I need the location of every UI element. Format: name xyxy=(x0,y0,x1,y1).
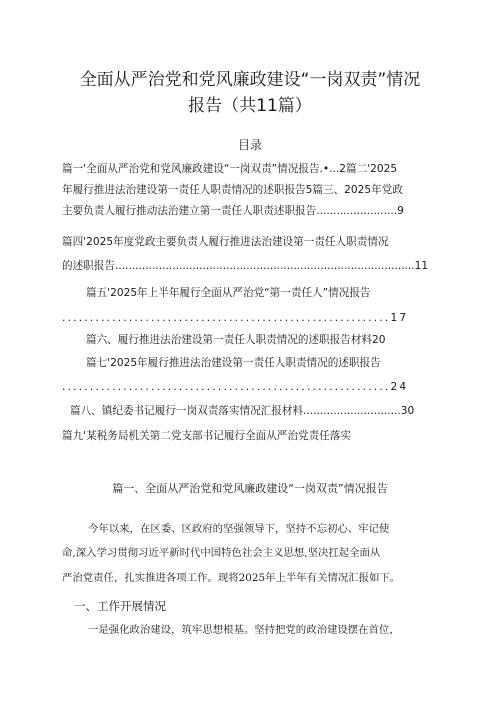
paragraph-line: 命,深入学习贯彻习近平新时代中国特色社会主义思想,坚决扛起全面从 xyxy=(62,547,381,559)
toc-line-dots[interactable]: ...........................................................24 xyxy=(62,381,409,393)
paragraph-line: 今年以来，在区委、区政府的坚强领导下，坚持不忘初心、牢记使 xyxy=(88,523,390,535)
section-heading: 篇一、全面从严治党和党风廉政建设“一岗双责”情况报告 xyxy=(112,482,388,495)
toc-line[interactable]: 篇五'2025年上半年履行全面从严治党“第一责任人”情况报告 xyxy=(86,287,371,299)
toc-line[interactable]: 的述职报告.........................................................................................11 xyxy=(62,260,429,272)
toc-line[interactable]: 主要负责人履行推动法治建立第一责任人职责述职报告........................9 xyxy=(62,205,404,217)
document-title-line-1: 全面从严治党和党风廉政建设“一岗双责”情况 xyxy=(79,70,421,90)
toc-line[interactable]: 年履行推进法治建设第一责任人职责情况的述职报告5篇三、2025年党政 xyxy=(62,184,403,196)
toc-line[interactable]: 篇九'某税务局机关第二党支部书记履行全面从严治党责任落实 xyxy=(62,430,351,442)
toc-line-dots[interactable]: ...........................................................17 xyxy=(62,312,409,324)
toc-line[interactable]: 篇一'全面从严治党和党风廉政建设“一岗双责”情况报告.•...2篇二'2025 xyxy=(62,163,398,175)
toc-line[interactable]: 篇七'2025年履行推进法治建设第一责任人职责情况的述职报告 xyxy=(86,357,381,369)
paragraph-line: 一是强化政治建设，筑牢思想根基。坚持把党的政治建设摆在首位， xyxy=(88,624,400,636)
toc-line[interactable]: 篇四'2025年度党政主要负责人履行推进法治建设第一责任人职责情况 xyxy=(62,236,389,248)
toc-heading: 目录 xyxy=(237,138,262,152)
document-title-line-2: 报告（共11篇） xyxy=(188,96,312,116)
toc-line[interactable]: 篇六、履行推进法治建设第一责任人职责情况的述职报告材料20 xyxy=(86,334,386,346)
subheading: 一、工作开展情况 xyxy=(74,599,166,613)
paragraph-line: 严治党责任，扎实推进各项工作。现将2025年上半年有关情况汇报如下。 xyxy=(62,572,401,584)
toc-line[interactable]: 篇八、镇纪委书记履行一岗双责落实情况汇报材料.............................30 xyxy=(70,405,415,417)
